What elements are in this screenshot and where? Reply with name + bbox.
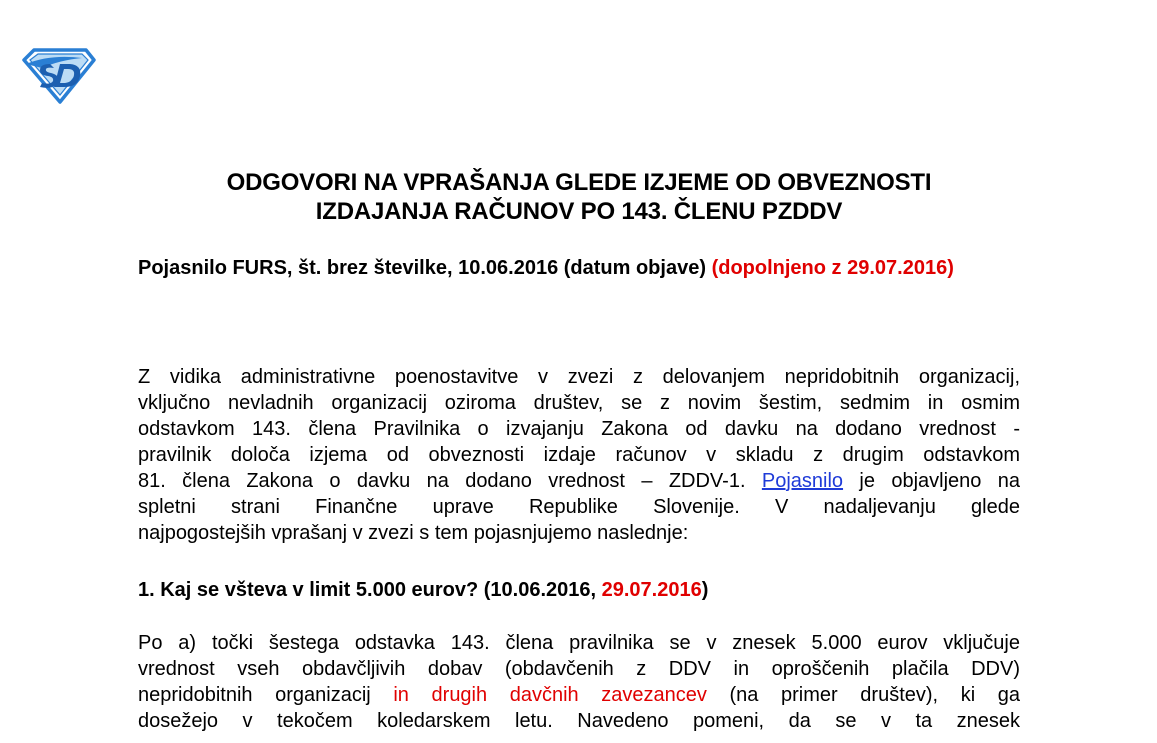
document-subtitle (138, 256, 1020, 281)
answer-line-3 (138, 682, 1020, 708)
intro-paragraph (138, 364, 1020, 546)
answer-line-2: vrednost vseh obdavčljivih dobav (obdavčenih z DDV in oproščenih plačila DDV) (138, 658, 1020, 680)
question-1-text: 1. Kaj se všteva v limit 5.000 eurov? (10.06.2016, (138, 579, 597, 601)
intro-line-5 (138, 468, 1020, 494)
answer-1-paragraph (138, 630, 1020, 734)
intro-line-6: spletni strani Finančne uprave Republike Slovenije. V nadaljevanju glede (138, 496, 1020, 518)
question-1-heading (138, 577, 1020, 603)
intro-line-1: Z vidika administrativne poenostavitve v zvezi z delovanjem nepridobitnih organizacij, (138, 366, 1020, 388)
intro-line-2: vključno nevladnih organizacij oziroma društev, se z novim šestim, sedmim in osmim (138, 392, 1020, 414)
intro-line-3: odstavkom 143. člena Pravilnika o izvajanju Zakona od davku na dodano vrednost - (138, 418, 1020, 440)
pojasnilo-link[interactable]: Pojasnilo (761, 470, 844, 492)
answer-line-3-after: (na primer društev), ki ga (729, 684, 1020, 706)
intro-line-4: pravilnik določa izjema od obveznosti izdaje računov v skladu z drugim odstavkom (138, 444, 1020, 466)
answer-line-3-before: nepridobitnih organizacij (138, 684, 371, 706)
title-line-2: IZDAJANJA RAČUNOV PO 143. ČLENU PZDDV (315, 198, 843, 225)
answer-line-4: dosežejo v tekočem koledarskem letu. Navedeno pomeni, da se v ta znesek (138, 710, 1020, 732)
sd-logo-icon (20, 46, 96, 104)
answer-line-3-red: in drugih davčnih zavezancev (393, 684, 707, 706)
subtitle-main: Pojasnilo FURS, št. brez številke, 10.06.2016 (datum objave) (138, 257, 706, 279)
document-title (138, 168, 1020, 226)
answer-line-1: Po a) točki šestega odstavka 143. člena pravilnika se v znesek 5.000 eurov vključuje (138, 632, 1020, 654)
question-1-close: ) (701, 579, 709, 601)
intro-line-7: najpogostejših vprašanj v zvezi s tem pojasnjujemo naslednje: (138, 522, 689, 544)
subtitle-supplement: (dopolnjeno z 29.07.2016) (711, 257, 954, 279)
intro-line-5-before: 81. člena Zakona o davku na dodano vrednost – ZDDV-1. (138, 470, 746, 492)
intro-line-5-after: je objavljeno na (859, 470, 1020, 492)
title-line-1: ODGOVORI NA VPRAŠANJA GLEDE IZJEME OD OBVEZNOSTI (226, 169, 932, 196)
question-1-date: 29.07.2016 (601, 579, 702, 601)
